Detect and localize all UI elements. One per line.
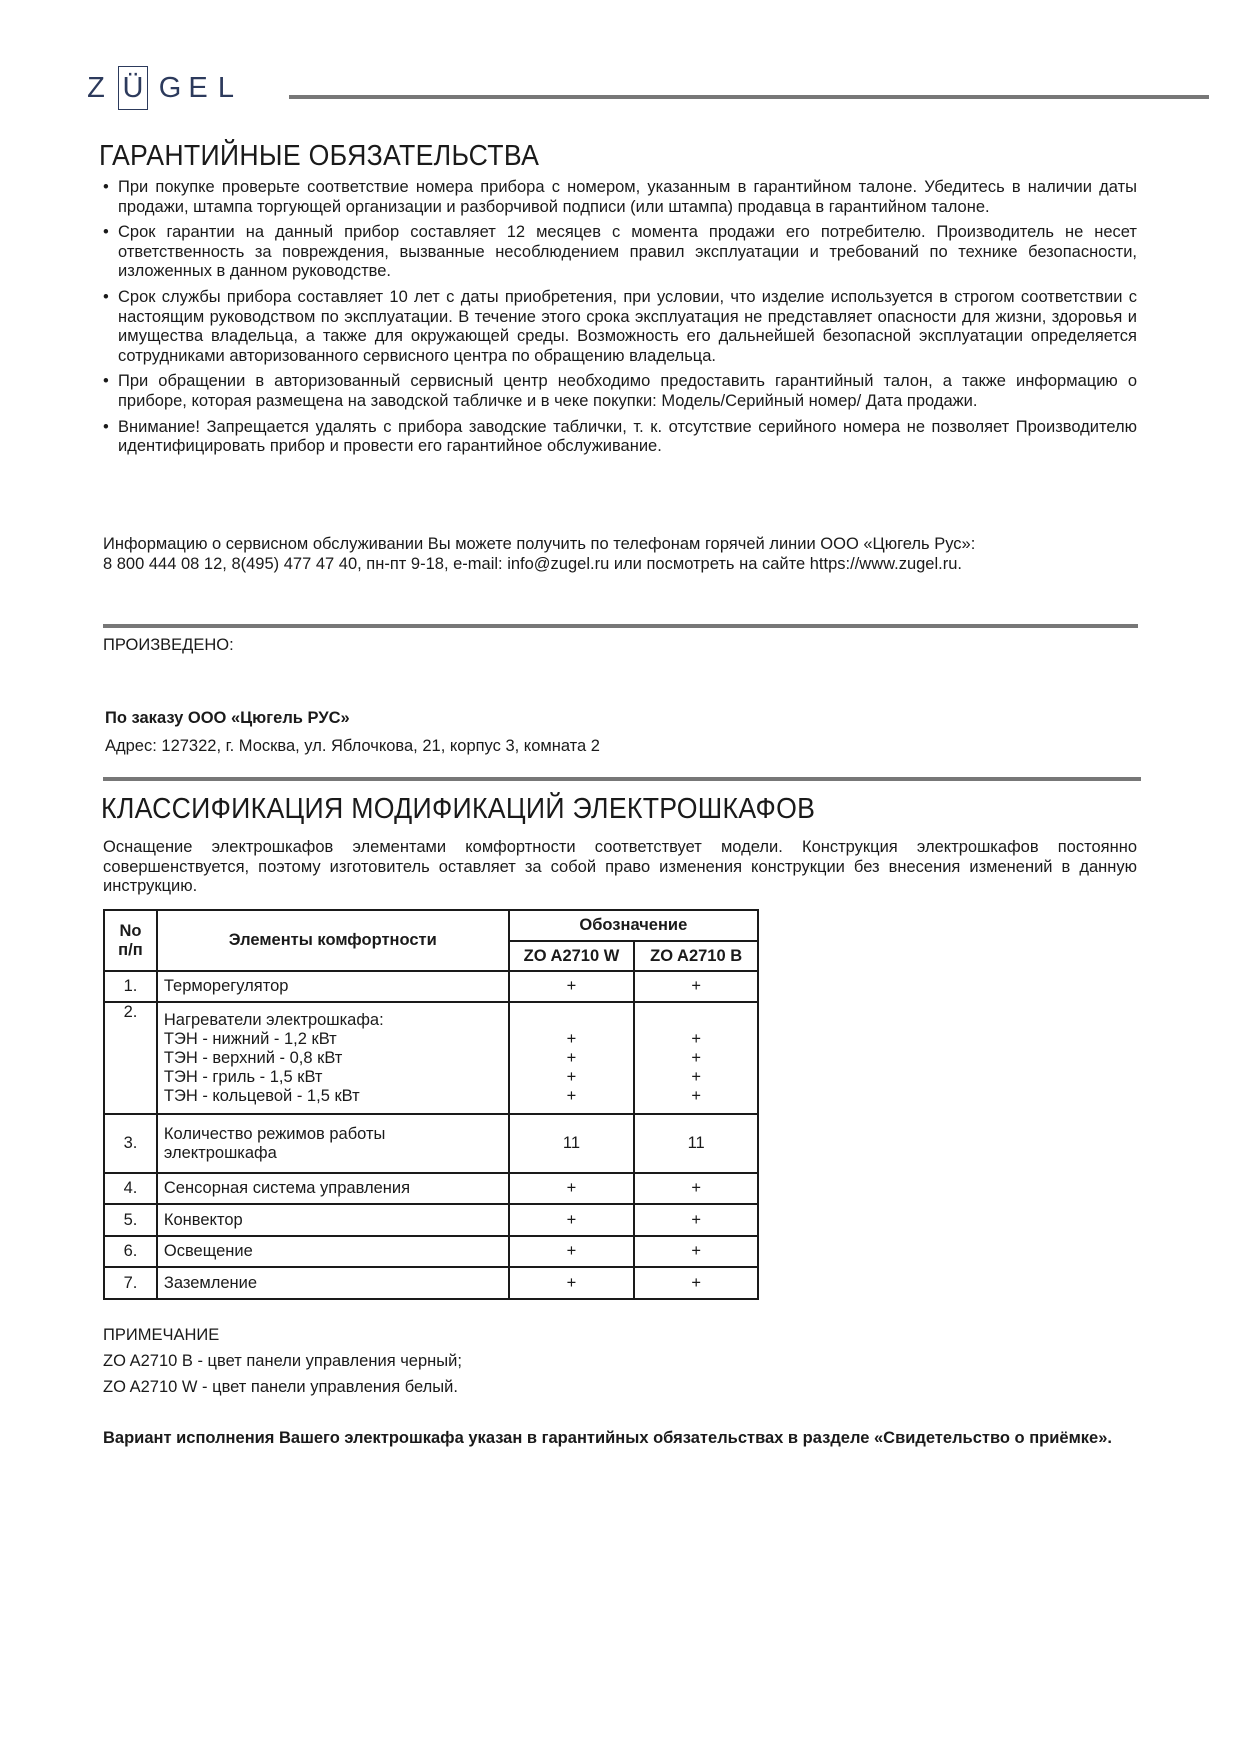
row-model-w-line: + [566, 1067, 577, 1086]
warranty-title: ГАРАНТИЙНЫЕ ОБЯЗАТЕЛЬСТВА [99, 140, 540, 172]
row-model-b-line: + [691, 977, 701, 995]
service-info-contacts: 8 800 444 08 12, 8(495) 477 47 40, пн-пт 9-18, e-mail: info@zugel.ru или посмотреть на сайте https://www.zugel.ru. [103, 554, 962, 573]
row-model-b [634, 1114, 758, 1173]
table-row [104, 1002, 758, 1114]
row-element-line: Терморегулятор [163, 977, 289, 995]
warranty-bullet: • Срок службы прибора составляет 10 лет с даты приобретения, при условии, что изделие используется в строгом соответствии с настоящим руководством по эксплуатации. В течение этого срока эксплуатация не представляет опасности для жизни, здоровья и имущества владельца, а также для окружающей среды. Возможность его дальнейшей безопасной эксплуатации определяется сотрудниками авторизованного сервисного центра по обращению владельца. [103, 288, 1137, 366]
table-row [104, 1204, 758, 1236]
row-element [157, 971, 509, 1002]
row-model-b-line: + [691, 1273, 701, 1292]
order-info: По заказу ООО «Цюгель РУС» [105, 709, 350, 727]
note-model-b: ZO A2710 B - цвет панели управления черный; [103, 1352, 462, 1370]
warranty-section [103, 178, 1137, 463]
row-model-b-line: + [691, 1179, 701, 1197]
row-number-line: 3. [123, 1134, 138, 1152]
row-model-w [509, 1002, 635, 1114]
row-number [104, 1002, 157, 1114]
row-element-line: ТЭН - нижний - 1,2 кВт [163, 1029, 337, 1048]
row-model-w-line: 11 [562, 1134, 581, 1152]
row-model-w-line: + [566, 1029, 577, 1048]
row-model-b [634, 1267, 758, 1299]
row-number [104, 1204, 157, 1236]
row-model-w-line: + [566, 1086, 577, 1105]
row-number-line: 6. [123, 1242, 138, 1260]
row-model-b-line: 11 [687, 1134, 705, 1152]
service-info [103, 535, 1143, 574]
row-element-line: Нагреватели электрошкафа: [163, 1010, 384, 1029]
header-elements: Элементы комфортности [157, 910, 509, 971]
warranty-bullet: • Срок гарантии на данный прибор составляет 12 месяцев с момента продажи его потребителю. Производитель не несет ответственность за повреждения, вызванные несоблюдением правил эксплуатации и требований по технике безопасности, изложенных в данном руководстве. [103, 223, 1137, 282]
logo-letter-boxed: Ü [118, 66, 148, 110]
row-model-w-line: + [566, 1048, 577, 1067]
logo-letter: L [217, 71, 235, 104]
note-title: ПРИМЕЧАНИЕ [103, 1326, 220, 1344]
row-element-line: ТЭН - верхний - 0,8 кВт [163, 1048, 343, 1067]
final-note: Вариант исполнения Вашего электрошкафа указан в гарантийных обязательствах в разделе «Свидетельство о приёмке». [103, 1429, 1112, 1447]
row-number [104, 1236, 157, 1267]
row-number [104, 971, 157, 1002]
table-row [104, 971, 758, 1002]
classification-title: КЛАССИФИКАЦИЯ МОДИФИКАЦИЙ ЭЛЕКТРОШКАФОВ [101, 793, 816, 825]
row-element [157, 1236, 509, 1267]
header-model-w: ZO A2710 W [509, 941, 635, 971]
row-model-b-line: + [691, 1210, 701, 1229]
warranty-list [103, 178, 1137, 457]
service-info-line: Информацию о сервисном обслуживании Вы можете получить по телефонам горячей линии ООО «Цюгель Рус»: [103, 535, 976, 553]
row-model-w-line: + [566, 1242, 577, 1260]
header-model-b: ZO A2710 B [634, 941, 758, 971]
row-element-line: Количество режимов работы [163, 1124, 386, 1143]
row-model-b [634, 1173, 758, 1204]
table-row [104, 1114, 758, 1173]
manufactured-label: ПРОИЗВЕДЕНО: [103, 636, 234, 654]
table-body [104, 971, 758, 1299]
row-element [157, 1204, 509, 1236]
row-number-line: 5. [123, 1210, 138, 1229]
row-element-line: Освещение [163, 1242, 253, 1260]
logo-letter: Z [87, 71, 105, 104]
row-number-line: 2. [123, 1003, 138, 1021]
row-model-b-line: + [691, 1067, 701, 1086]
row-number-line: 7. [123, 1273, 138, 1292]
row-model-w-line [516, 1011, 628, 1030]
divider [103, 624, 1138, 628]
table-row [104, 1173, 758, 1204]
row-element-line: Сенсорная система управления [163, 1179, 411, 1197]
row-number-line: 4. [123, 1179, 138, 1197]
row-element-line: ТЭН - кольцевой - 1,5 кВт [163, 1086, 360, 1105]
row-element-line: Конвектор [163, 1210, 243, 1229]
warranty-bullet: • При покупке проверьте соответствие номера прибора с номером, указанным в гарантийном талоне. Убедитесь в наличии даты продажи, штампа торгующей организации и разборчивой подписи (или штампа) продавца в гарантийном талоне. [103, 178, 1137, 217]
address: Адрес: 127322, г. Москва, ул. Яблочкова, 21, корпус 3, комната 2 [105, 737, 600, 755]
row-model-w-line: + [566, 1273, 577, 1292]
row-model-b-line: + [691, 1029, 701, 1048]
classification-table [103, 909, 759, 1300]
row-model-w [509, 1267, 635, 1299]
row-number [104, 1114, 157, 1173]
table-row [104, 1267, 758, 1299]
header-no: No п/п [104, 910, 157, 971]
header-designation: Обозначение [509, 910, 758, 941]
warranty-bullet: • Внимание! Запрещается удалять с прибора заводские таблички, т. к. отсутствие серийного номера не позволяет Производителю идентифицировать прибор и провести его гарантийное обслуживание. [103, 418, 1137, 457]
classification-intro: Оснащение электрошкафов элементами комфортности соответствует модели. Конструкция электрошкафов постоянно совершенствуется, поэтому изготовитель оставляет за собой право изменения конструкции без внесения изменений в данную инструкцию. [103, 838, 1137, 896]
row-model-w [509, 1114, 635, 1173]
row-model-b-line: + [691, 1242, 701, 1260]
row-model-w [509, 1204, 635, 1236]
divider [103, 777, 1141, 781]
row-number-line: 1. [123, 977, 138, 995]
row-model-b [634, 1002, 758, 1114]
row-element-line: электрошкафа [163, 1143, 277, 1162]
row-element [157, 1002, 509, 1114]
row-number [104, 1173, 157, 1204]
row-number [104, 1267, 157, 1299]
header-divider [289, 95, 1209, 99]
row-element [157, 1114, 509, 1173]
warranty-bullet: • При обращении в авторизованный сервисный центр необходимо предоставить гарантийный талон, а также информацию о приборе, которая размещена на заводской табличке и в чеке покупки: Модель/Серийный номер/ Дата продажи. [103, 372, 1137, 411]
row-model-w [509, 1173, 635, 1204]
logo-letter: E [188, 71, 208, 104]
note-model-w: ZO A2710 W - цвет панели управления белый. [103, 1378, 458, 1396]
row-model-b-line [641, 1011, 751, 1030]
row-model-b [634, 971, 758, 1002]
row-element [157, 1267, 509, 1299]
row-model-w [509, 971, 635, 1002]
table-row [104, 1236, 758, 1267]
row-model-w [509, 1236, 635, 1267]
row-model-b-line: + [691, 1086, 701, 1105]
row-model-w-line: + [566, 977, 577, 995]
row-model-w-line: + [566, 1179, 577, 1197]
logo-letter: G [158, 71, 182, 104]
row-model-w-line: + [566, 1210, 577, 1229]
row-model-b-line: + [691, 1048, 701, 1067]
row-model-b [634, 1204, 758, 1236]
zugel-logo [82, 66, 240, 110]
row-element [157, 1173, 509, 1204]
row-element-line: ТЭН - гриль - 1,5 кВт [163, 1067, 323, 1086]
row-model-b [634, 1236, 758, 1267]
row-element-line: Заземление [163, 1273, 258, 1292]
